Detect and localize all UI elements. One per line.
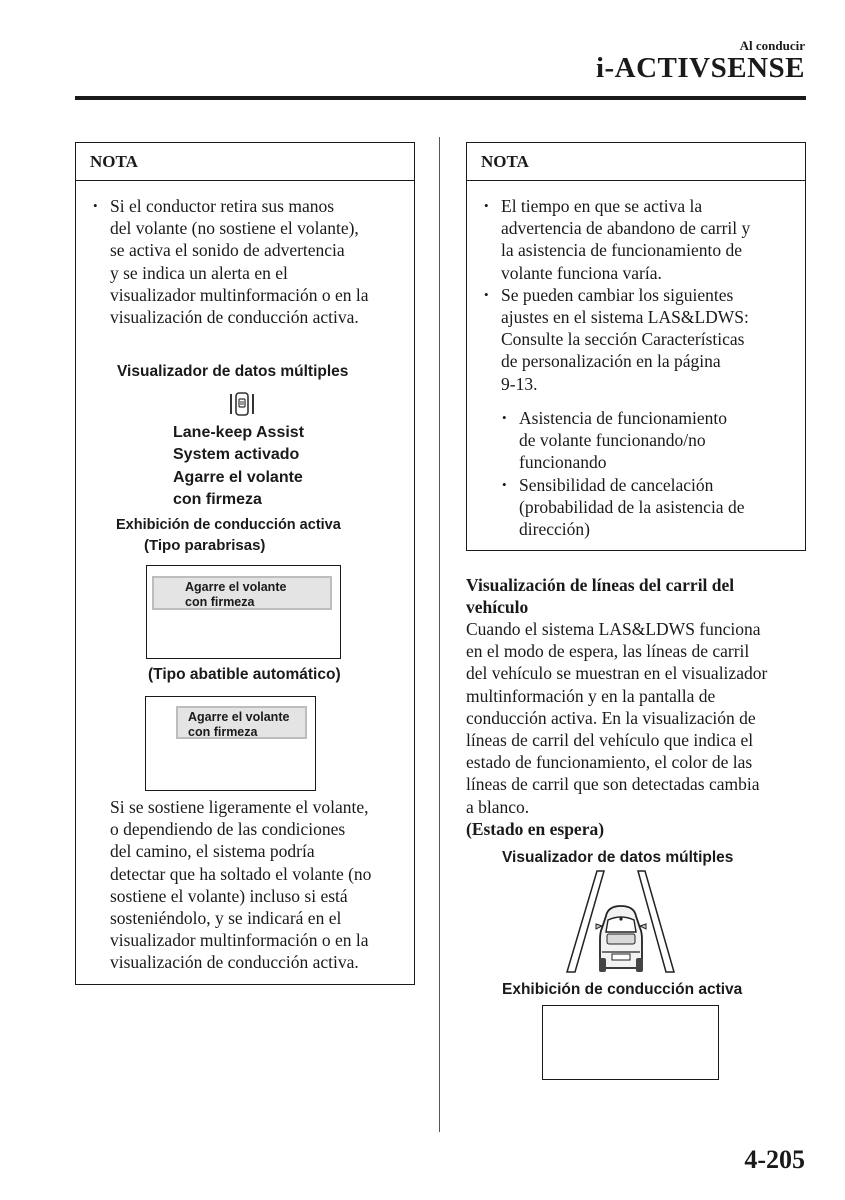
retractable-display xyxy=(145,696,316,791)
bullet-item: • Si el conductor retira sus manos del volante (no sostiene el volante), se activa el sonido de advertencia y se indica un alerta en el visualizador multinformación o en la visualización de conducción activa. xyxy=(90,195,410,328)
page-number: 4-205 xyxy=(744,1145,805,1174)
note-heading: NOTA xyxy=(467,143,805,181)
retractable-warning-banner: Agarre el volante con firmeza xyxy=(176,706,307,739)
active-driving-label: Exhibición de conducción activa xyxy=(116,517,341,533)
section-label: Al conducir xyxy=(739,38,805,53)
bullet-item: • Se pueden cambiar los siguientes ajustes en el sistema LAS&LDWS: Consulte la sección Características de personalización en la página 9-13. xyxy=(481,284,803,395)
lane-keep-message: Lane-keep Assist System activado Agarre el volante con firmeza xyxy=(173,424,305,508)
mid-label: Visualizador de datos múltiples xyxy=(117,363,349,380)
windshield-warning-banner: Agarre el volante con firmeza xyxy=(152,576,332,610)
right-note-bullets xyxy=(481,195,803,395)
lane-keep-steering-icon xyxy=(229,391,255,417)
retractable-type-label: (Tipo abatible automático) xyxy=(148,666,341,683)
windshield-display xyxy=(146,565,341,659)
header-rule xyxy=(75,96,806,100)
section-body: Cuando el sistema LAS&LDWS funciona en el modo de espera, las líneas de carril del vehículo se muestran en el visualizador multinformación y en la pantalla de conducción activa. En la visualización de líneas de carril del vehículo que indica el estado de funcionamiento, el color de las líneas de carril que son detectadas cambia a blanco. xyxy=(466,619,768,817)
right-note-box xyxy=(466,142,806,551)
right-note-subbullets xyxy=(499,407,803,540)
standby-label: (Estado en espera) xyxy=(466,819,605,839)
active-driving-display xyxy=(542,1005,719,1080)
left-note-box xyxy=(75,142,415,985)
bullet-item: • El tiempo en que se activa la advertencia de abandono de carril y la asistencia de funcionamiento de volante funciona varía. xyxy=(481,195,803,284)
lane-lines-car-illustration xyxy=(566,868,676,978)
column-divider xyxy=(439,137,440,1132)
sub-bullet-item: • Sensibilidad de cancelación (probabilidad de la asistencia de dirección) xyxy=(499,474,803,541)
left-note-bullets xyxy=(90,195,410,328)
mid-label: Visualizador de datos múltiples xyxy=(502,849,734,866)
sub-bullet-item: • Asistencia de funcionamiento de volante funcionando/no funcionando xyxy=(499,407,803,474)
page-title: i-ACTIVSENSE xyxy=(595,52,805,84)
left-note-paragraph: Si se sostiene ligeramente el volante, o dependiendo de las condiciones del camino, el sistema podría detectar que ha soltado el volante (no sostiene el volante) incluso si está sosteniéndolo, y se indicará en el visualizador multinformación o en la visualización de conducción activa. xyxy=(110,797,372,973)
windshield-type-label: (Tipo parabrisas) xyxy=(144,537,266,554)
note-heading: NOTA xyxy=(76,143,414,181)
active-driving-label: Exhibición de conducción activa xyxy=(502,981,743,998)
section-heading: Visualización de líneas del carril del vehículo xyxy=(466,575,735,618)
